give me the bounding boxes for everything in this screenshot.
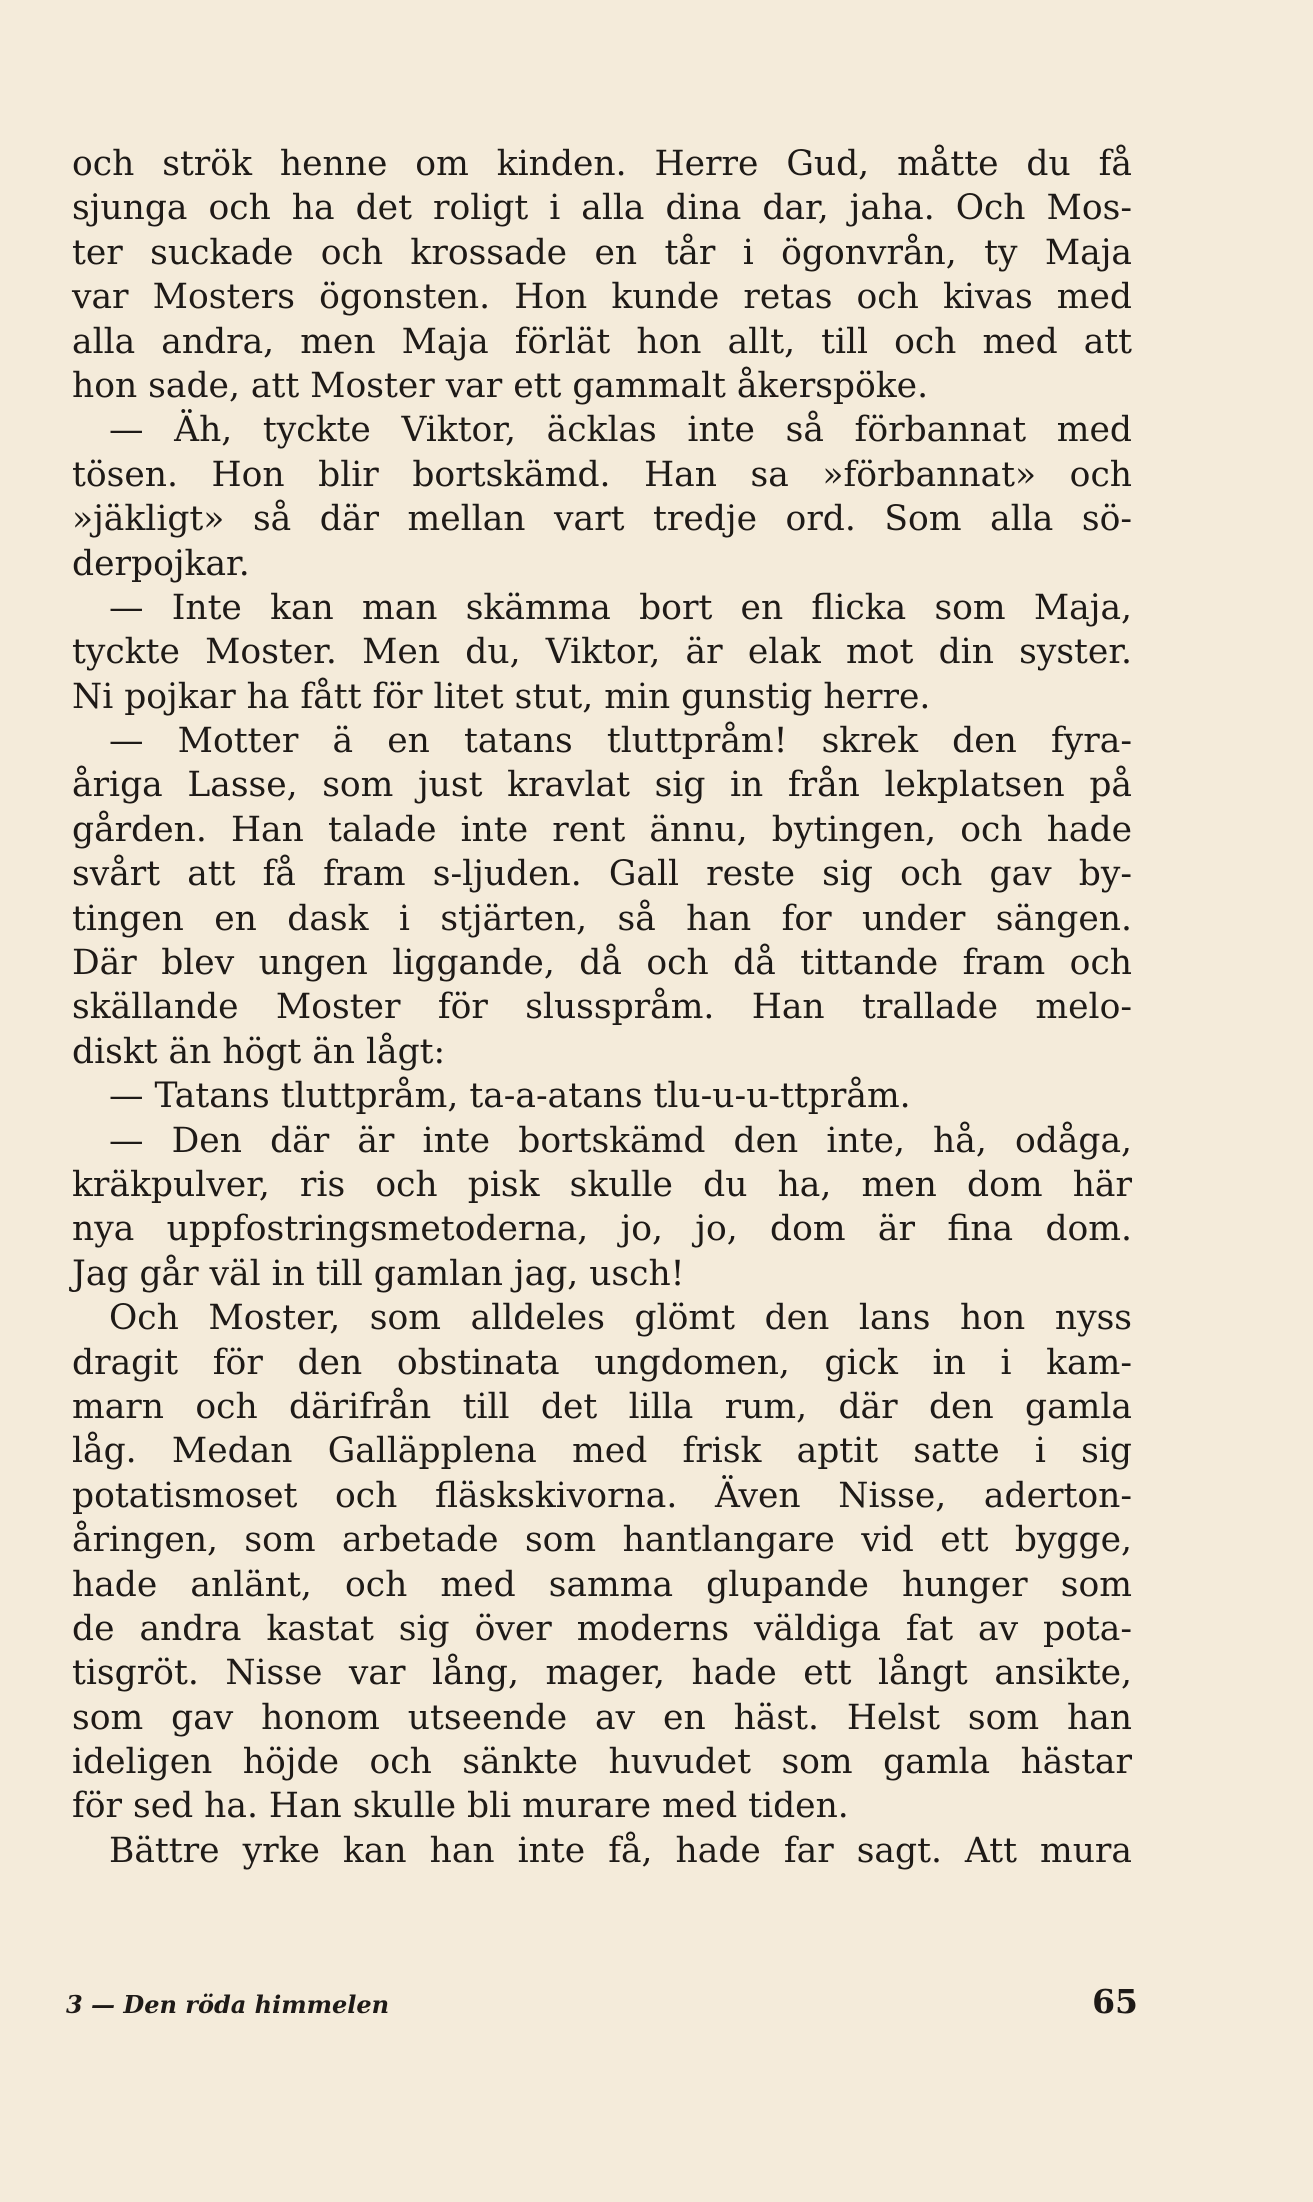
text-line: tyckte Moster. Men du, Viktor, är elak mot din syster. <box>72 632 1132 673</box>
text-line: — Äh, tyckte Viktor, äcklas inte så förbannat med <box>109 410 1132 451</box>
body-text <box>72 142 1132 1873</box>
text-line: Och Moster, som alldeles glömt den lans hon nyss <box>109 1298 1132 1339</box>
text-line: sjunga och ha det roligt i alla dina dar, jaha. Och Mos- <box>72 188 1132 229</box>
text-line: svårt att få fram s-ljuden. Gall reste sig och gav by- <box>72 854 1132 895</box>
text-line: derpojkar. <box>72 543 250 584</box>
text-line: åriga Lasse, som just kravlat sig in från lekplatsen på <box>72 765 1132 806</box>
text-line: hon sade, att Moster var ett gammalt åkerspöke. <box>72 365 929 406</box>
text-line: tösen. Hon blir bortskämd. Han sa »förbannat» och <box>72 454 1132 495</box>
text-line: åringen, som arbetade som hantlangare vid ett bygge, <box>72 1520 1132 1561</box>
text-line: ideligen höjde och sänkte huvudet som gamla hästar <box>72 1742 1132 1783</box>
text-line: alla andra, men Maja förlät hon allt, till och med att <box>72 321 1132 362</box>
text-line: hade anlänt, och med samma glupande hunger som <box>72 1564 1132 1605</box>
text-line: gården. Han talade inte rent ännu, bytingen, och hade <box>72 809 1132 850</box>
text-line: — Inte kan man skämma bort en flicka som Maja, <box>109 587 1132 628</box>
text-line: som gav honom utseende av en häst. Helst som han <box>72 1697 1132 1738</box>
text-line: var Mosters ögonsten. Hon kunde retas och kivas med <box>72 277 1132 318</box>
text-line: — Den där är inte bortskämd den inte, hå, odåga, <box>109 1120 1132 1161</box>
text-line: »jäkligt» så där mellan vart tredje ord. Som alla sö- <box>72 499 1132 540</box>
text-line: nya uppfostringsmetoderna, jo, jo, dom är fina dom. <box>72 1209 1132 1250</box>
text-line: de andra kastat sig över moderns väldiga fat av pota- <box>72 1608 1132 1649</box>
text-line: Ni pojkar ha fått för litet stut, min gunstig herre. <box>72 676 931 717</box>
text-line: dragit för den obstinata ungdomen, gick in i kam- <box>72 1342 1132 1383</box>
text-line: och strök henne om kinden. Herre Gud, måtte du få <box>72 144 1132 184</box>
text-line: Bättre yrke kan han inte få, hade far sagt. Att mura <box>109 1830 1132 1871</box>
text-line: — Motter ä en tatans tluttpråm! skrek den fyra- <box>109 721 1132 762</box>
text-line: diskt än högt än lågt: <box>72 1031 446 1072</box>
text-line: ter suckade och krossade en tår i ögonvrån, ty Maja <box>72 232 1132 273</box>
signature-mark: 3 — Den röda himmelen <box>66 1990 390 2019</box>
text-line: tingen en dask i stjärten, så han for under sängen. <box>72 898 1132 939</box>
text-line: marn och därifrån till det lilla rum, där den gamla <box>72 1386 1132 1427</box>
text-line: Jag går väl in till gamlan jag, usch! <box>72 1253 685 1294</box>
text-line: Där blev ungen liggande, då och då tittande fram och <box>72 943 1132 984</box>
text-line: kräkpulver, ris och pisk skulle du ha, men dom här <box>72 1164 1132 1205</box>
text-line: för sed ha. Han skulle bli murare med tiden. <box>72 1786 849 1827</box>
page-number: 65 <box>1092 1982 1138 2021</box>
text-line: låg. Medan Galläpplena med frisk aptit satte i sig <box>72 1431 1132 1472</box>
text-line: — Tatans tluttpråm, ta-a-atans tlu-u-u-ttpråm. <box>109 1076 911 1117</box>
text-line: potatismoset och fläskskivorna. Även Nisse, aderton- <box>72 1475 1132 1516</box>
text-line: tisgröt. Nisse var lång, mager, hade ett långt ansikte, <box>72 1653 1132 1694</box>
text-line: skällande Moster för slusspråm. Han trallade melo- <box>72 987 1132 1028</box>
